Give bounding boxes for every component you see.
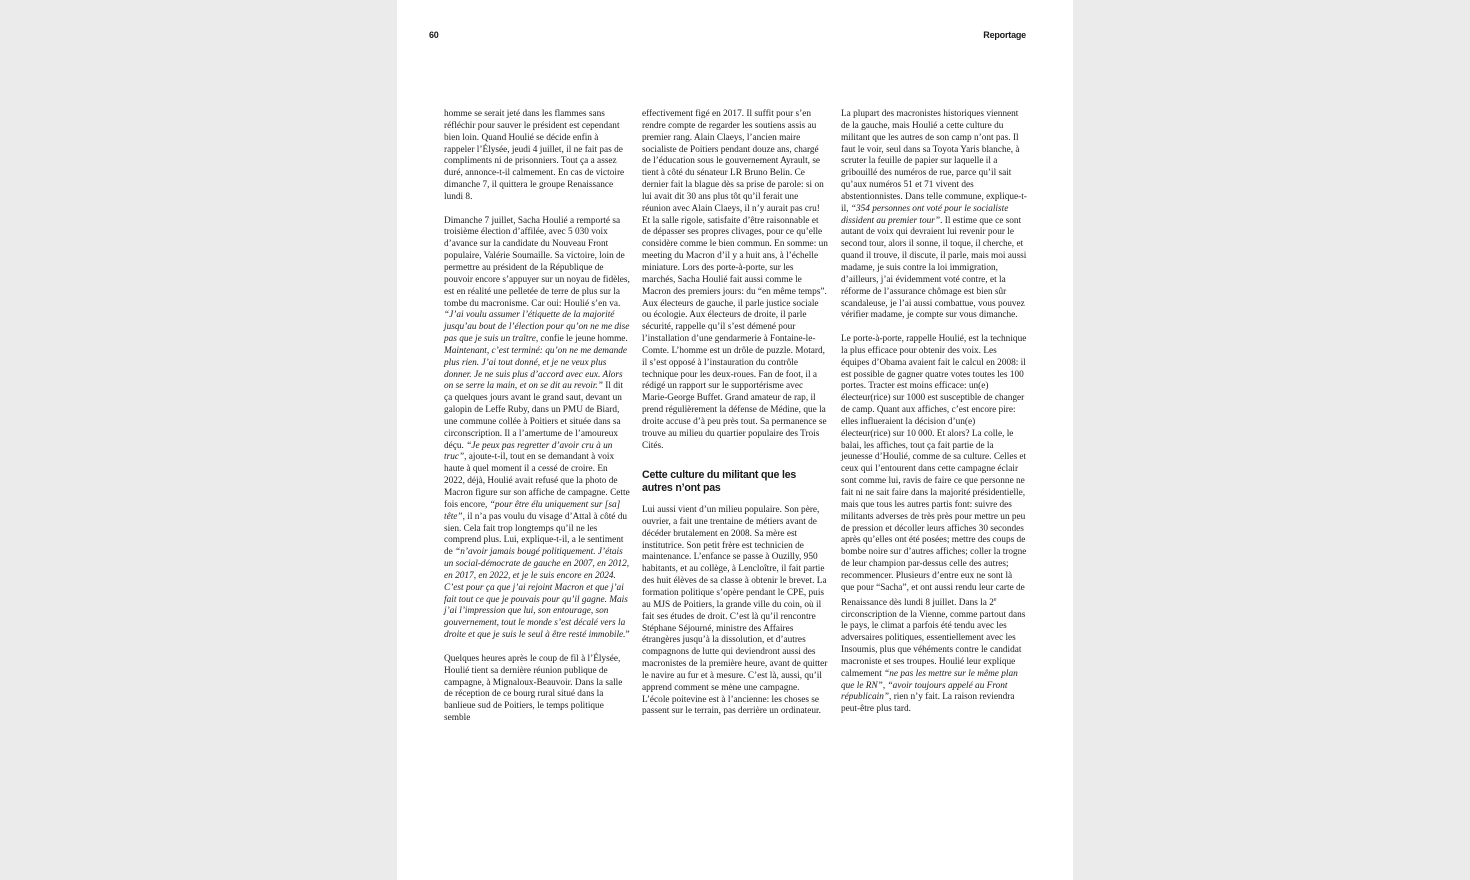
paragraph: effectivement figé en 2017. Il suffit pour s’en rendre compte de regarder les soutiens assis au premier rang. Alain Claeys, l’ancien maire socialiste de Poitiers pendant douze ans, chargé de l’éducation sous le gouvernement Ayrault, se tient à côté du sénateur LR Bruno Belin. Ce dernier fait la blague dès sa prise de parole: si on lui avait dit 30 ans plus tôt qu’il ferait une réunion avec Alain Claeys, il n’y aurait pas cru! Et la salle rigole, satisfaite d’être raisonnable et de dépasser ses propres clivages, pour ce qu’elle considère comme le bien commun. En somme: un meeting du Macron d’il y a huit ans, à l’échelle miniature. Lors des porte-à-porte, sur les marchés, Sacha Houlié fait aussi comme le Macron des premiers jours: du “en même temps”. Aux électeurs de gauche, il parle justice sociale ou écologie. Aux électeurs de droite, il parle sécurité, rappelle qu’il s’est démené pour l’installation d’une gendarmerie à Fontaine-le-Comte. L’homme est un drôle de puzzle. Motard, il s’est opposé à l’instauration du contrôle technique pour les deux-roues. Fan de foot, il a rédigé un rapport sur le supportérisme avec Marie-George Buffet. Grand amateur de rap, il prend régulièrement la défense de Médine, que la droite accuse d’à peu près tout. Sa permanence se trouve au milieu du quartier populaire des Trois Cités. bbox=[642, 109, 828, 451]
paragraph: Le porte-à-porte, rappelle Houlié, est la technique la plus efficace pour obtenir des voix. Les équipes d’Obama avaient fait le calcul en 2008: il est possible de gagner quatre votes toutes les 100 portes. Tracter est moins efficace: un(e) électeur(rice) sur 1000 est susceptible de changer de camp. Quant aux affiches, c’est encore pire: elles influeraient la décision d’un(e) électeur(rice) sur 10 000. Et alors? La colle, le balai, les affiches, tout ça fait partie de la jeunesse d’Houlié, comme de sa culture. Celles et ceux qui l’entourent dans cette campagne éclair sont comme lui, ravis de faire ce que personne ne fait ni ne sait faire dans la majorité présidentielle, mais que tous les autres partis font: suivre des militants adverses de très près pour mettre un peu de pression et décoller leurs affiches 30 secondes après qu’elles ont été posées; mettre des coups de bombe noire sur d’autres affiches; coller la trogne de leur champion par-dessus celle des autres; recommencer. Plusieurs d’entre eux ne sont là que pour “Sacha”, et ont aussi rendu leur carte de Renaissance dès lundi 8 juillet. Dans la 2e circonscription de la Vienne, comme partout dans le pays, le climat a parfois été tendu avec les adversaires politiques, essentiellement avec les Insoumis, plus que véhéments contre le candidat macroniste et ses troupes. Houlié leur explique calmement “ne pas les mettre sur le même plan que le RN”, “avoir toujours appelé au Front républicain”, rien n’y fait. La raison reviendra peut-être plus tard. bbox=[841, 334, 1027, 715]
paragraph: La plupart des macronistes historiques viennent de la gauche, mais Houlié a cette culture du militant que les autres de son camp n’ont pas. Il faut le voir, seul dans sa Toyota Yaris blanche, à scruter la feuille de papier sur laquelle il a gribouillé des numéros de rue, parce qu’il sait qu’aux numéros 51 et 71 vivent des abstentionnistes. Dans telle commune, explique-t-il, “354 personnes ont voté pour le socialiste dissident au premier tour”. Il estime que ce sont autant de voix qui devraient lui revenir pour le second tour, alors il sonne, il toque, il cherche, et quand il trouve, il discute, il parle, mais moi aussi madame, je suis contre la loi immigration, d’ailleurs, j’ai évidemment voté contre, et la réforme de l’assurance chômage est bien sûr scandaleuse, je l’ai aussi combattue, vous pouvez vérifier madame, je compte sur vous dimanche. bbox=[841, 109, 1027, 321]
article-column-1 bbox=[444, 109, 630, 737]
paragraph: Quelques heures après le coup de fil à l’Élysée, Houlié tient sa dernière réunion publique de campagne, à Mignaloux-Beauvoir. Dans la salle de réception de ce bourg rural situé dans la banlieue sud de Poitiers, le temps politique semble bbox=[444, 653, 623, 724]
article-column-3 bbox=[841, 109, 1027, 728]
section-title: Reportage bbox=[983, 30, 1026, 40]
paragraph: Lui aussi vient d’un milieu populaire. Son père, ouvrier, a fait une trentaine de métiers avant de décéder brutalement en 2008. Sa mère est institutrice. Son petit frère est technicien de maintenance. L’enfance se passe à Ouzilly, 950 habitants, et au collège, à Lencloître, il fait partie des huit élèves de sa classe à obtenir le brevet. La formation politique s’opère pendant le CPE, puis au MJS de Poitiers, la grande ville du coin, où il fait ses études de droit. C’est là qu’il rencontre Stéphane Séjourné, ministre des Affaires étrangères jusqu’à la dissolution, et d’autres compagnons de lutte qui deviendront aussi des macronistes de la première heure, avant de quitter le navire au fur et à mesure. C’est là, aussi, qu’il apprend comment se mène une campagne. L’école poitevine est à l’ancienne: les choses se passent sur le terrain, pas derrière un ordinateur. bbox=[642, 505, 828, 717]
paragraph: Dimanche 7 juillet, Sacha Houlié a remporté sa troisième élection d’affilée, avec 5 030 voix d’avance sur la candidate du Nouveau Front populaire, Valérie Soumaille. Sa victoire, loin de permettre au président de la République de pouvoir encore s’appuyer sur un noyau de fidèles, est en réalité une pelletée de terre de plus sur la tombe du macronisme. Car oui: Houlié s’en va. “J’ai voulu assumer l’étiquette de la majorité jusqu’au bout de l’élection pour qu’on ne me dise pas que je suis un traître, confie le jeune homme. Maintenant, c’est terminé: qu’on ne me demande plus rien. J’ai tout donné, et je ne veux plus donner. Je ne suis plus d’accord avec eux. Alors on se serre la main, et on se dit au revoir.” Il dit ça quelques jours avant le grand saut, devant un galopin de Leffe Ruby, dans un PMU de Biard, une commune collée à Poitiers et située dans sa circonscription. Il a l’amertume de l’amoureux déçu. “Je peux pas regretter d’avoir cru à un truc”, ajoute-t-il, tout en se demandant à voix haute à quel moment il a cessé de croire. En 2022, déjà, Houlié avait refusé que la photo de Macron figure sur son affiche de campagne. Cette fois encore, “pour être élu uniquement sur [sa] tête”, il n’a pas voulu du visage d’Attal à côté du sien. Cela fait trop longtemps qu’il ne les comprend plus. Lui, explique-t-il, a le sentiment de “n’avoir jamais bougé politiquement. J’étais un social-démocrate de gauche en 2007, en 2012, en 2017, en 2022, et je le suis encore en 2024. C’est pour ça que j’ai rejoint Macron et que j’ai fait tout ce que je pouvais pour qu’il gagne. Mais j’ai l’impression que lui, son entourage, son gouvernement, tout le monde s’est décalé vers la droite et que je suis le seul à être resté immobile.” bbox=[444, 215, 630, 641]
page-number: 60 bbox=[429, 30, 439, 40]
paragraph: homme se serait jeté dans les flammes sans réfléchir pour sauver le président est cependant bien loin. Quand Houlié se décide enfin à rappeler l’Élysée, jeudi 4 juillet, il ne fait pas de compliments ni de prisonniers. Tout ça a assez duré, annonce-t-il calmement. En cas de victoire dimanche 7, il quittera le groupe Renaissance lundi 8. bbox=[444, 109, 625, 202]
article-column-2 bbox=[642, 109, 828, 730]
subheading: Cette culture du militant que les autres n’ont pas bbox=[642, 469, 797, 495]
magazine-page bbox=[397, 0, 1073, 880]
